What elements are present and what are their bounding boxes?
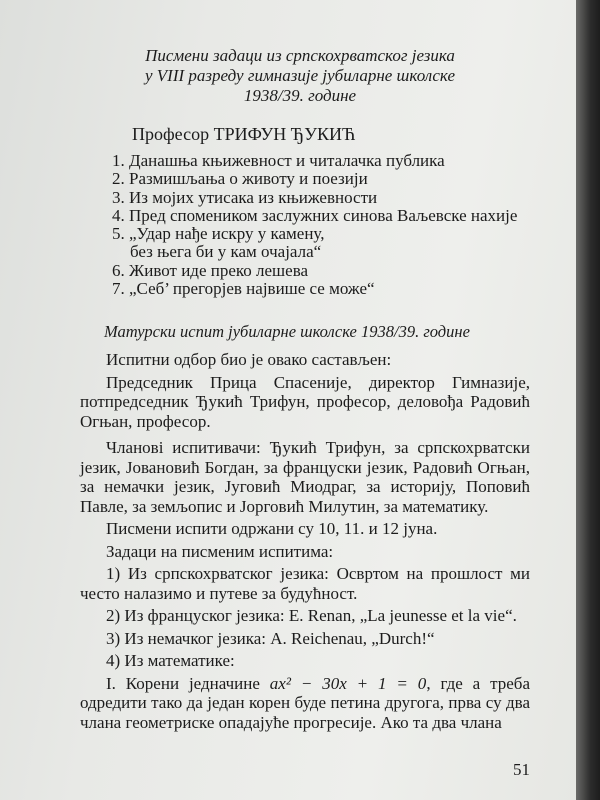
paragraph: Писмени испити одржани су 10, 11. и 12 јуна. (106, 519, 438, 538)
book-spine-shadow (576, 0, 600, 800)
paragraph: Задаци на писменим испитима: (106, 541, 334, 561)
page-number: 51 (513, 760, 530, 779)
topic-item: 5. „Удар нађе искру у камену, (112, 224, 325, 244)
section-subheading: Матурски испит јубиларне школске 1938/39. године (104, 322, 470, 341)
topic-item: 2. Размишљања о животу и поезији (112, 169, 368, 189)
paragraph: 4) Из математике: (106, 651, 235, 670)
topic-item: 4. Пред спомеником заслужних синова Ваљевске нахије (112, 205, 518, 225)
header-line-2: у VIII разреду гимназије јубиларне школске (144, 66, 456, 85)
math-paragraph (80, 674, 530, 733)
paragraph: 1) Из српскохрватског језика: Освртом на прошлост ми често налазимо и путеве за будућност. (80, 564, 530, 603)
topic-item: 3. Из мојих утисака из књижевности (112, 187, 378, 207)
page-header (130, 46, 470, 106)
topic-list (112, 152, 517, 298)
paragraph: Члановi испитивачи: Ђукић Трифун, за српскохрватски језик, Јовановић Богдан, за француски језик, Радовић Огњан, за немачки језик, Југовић Миодраг, за историју, Поповић Павле, за земљопис и Јорговић Милутин, за математику. (80, 438, 530, 516)
body-text (80, 350, 530, 739)
topic-item: 1. Данашња књижевност и читалачка публика (112, 151, 445, 170)
header-line-3: 1938/39. године (243, 86, 357, 105)
paragraph: 3) Из немачког језика: A. Reichenau, „Durch!“ (106, 628, 435, 648)
topic-item: 6. Живот иде преко лешева (112, 260, 309, 280)
header-line-1: Писмени задаци из српскохрватског језика (145, 46, 455, 65)
paragraph: Испитни одбор био је овако састављен: (106, 350, 392, 369)
topic-item: 7. „Себ’ прегорјев највише се може“ (112, 279, 375, 299)
math-text-after: , где a треба одредити тако да један корен буде петина другога, прва су два члана геометриске опадајуће прогресије. Ако та два члана (80, 673, 531, 732)
equation: ax² − 30x + 1 = 0 (269, 673, 427, 693)
paragraph: 2) Из француског језика: E. Renan, „La jeunesse et la vie“. (106, 606, 517, 625)
professor-name: Професор ТРИФУН ЂУКИЋ (132, 124, 356, 144)
topic-item-continuation: без њега би у кам очајала“ (130, 242, 322, 262)
paragraph: Председник Прица Спасеније, директор Гимназије, потпредседник Ђукић Трифун, професор, деловођа Радовић Огњан, професор. (80, 372, 530, 431)
math-text-before: I. Корени једначине (106, 673, 270, 693)
